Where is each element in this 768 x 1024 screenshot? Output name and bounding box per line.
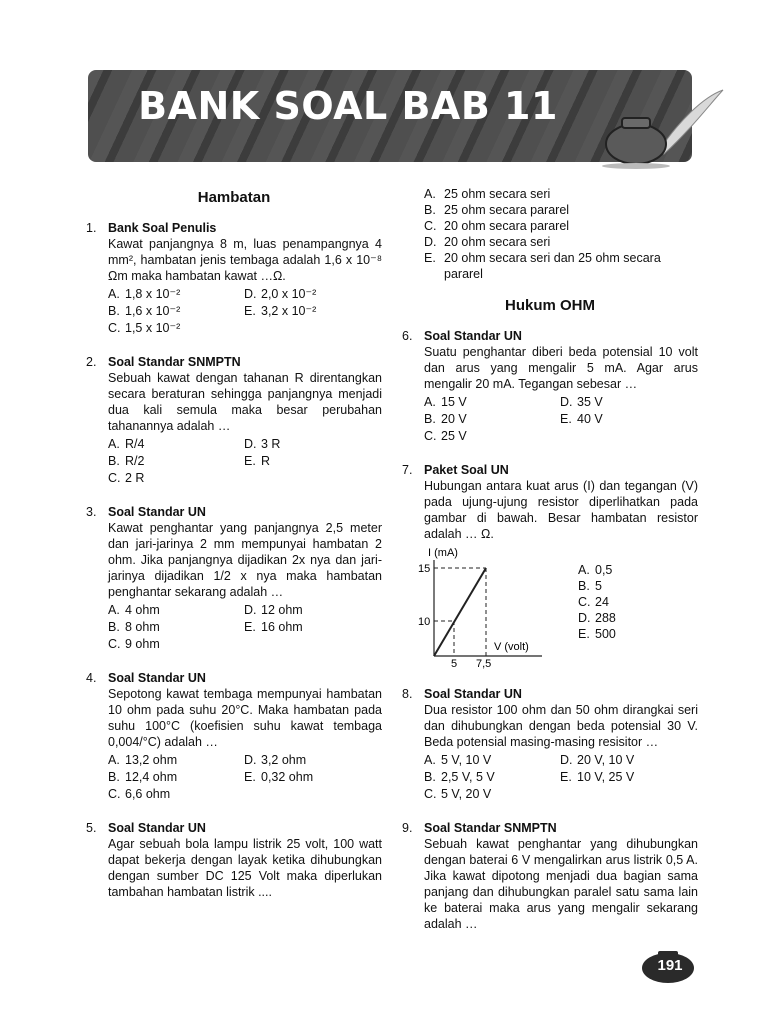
question-source: Soal Standar UN — [424, 329, 522, 343]
question-8 — [402, 686, 698, 802]
question-number: 6. — [402, 329, 413, 343]
question-source: Soal Standar UN — [108, 505, 206, 519]
question-number: 4. — [86, 671, 97, 685]
option-d: D. 3 R — [244, 437, 281, 451]
option-e: E. 0,32 ohm — [244, 770, 314, 784]
option-e: E. 40 V — [560, 412, 603, 426]
option-a: A. 5 V, 10 V — [424, 753, 492, 767]
question-text: Kawat panjangnya 8 m, luas penampangnya 4 mm², hambatan jenis tembaga adalah 1,6 x 10⁻⁸ Ωm maka hambatan kawat …Ω. — [108, 237, 382, 283]
answer-options — [424, 394, 698, 444]
question-text: Suatu penghantar diberi beda potensial 10 volt dan arus yang mengalir 5 mA. Agar arus mengalir 20 mA. Tegangan sebesar … — [424, 345, 698, 391]
question-2 — [86, 354, 382, 486]
ink-pot-quill-icon — [598, 82, 728, 168]
question-number: 1. — [86, 221, 97, 235]
section-title-ohm: Hukum OHM — [505, 297, 595, 314]
y-tick-10: 10 — [418, 616, 431, 628]
question-6 — [402, 328, 698, 444]
question-source: Soal Standar SNMPTN — [108, 355, 241, 369]
option-e: E. 500 — [578, 627, 616, 641]
question-5-options — [402, 186, 698, 282]
left-column — [86, 190, 382, 918]
answer-options — [578, 562, 616, 668]
question-text: Agar sebuah bola lampu listrik 25 volt, 100 watt dapat bekerja dengan layak ketika dihubungkan dengan sumber DC 125 Volt maka diperlukan tambahan hambatan listrik .... — [108, 837, 382, 899]
option-a: A. R/4 — [108, 437, 145, 451]
question-text: Sepotong kawat tembaga mempunyai hambatan 10 ohm pada suhu 20°C. Maka hambatan pada suhu 100°C (koefisien suhu kawat tembaga 0,004/°C) adalah … — [108, 687, 382, 749]
question-text: Hubungan antara kuat arus (I) dan tegangan (V) pada ujung-ujung resistor diperlihatkan pada gambar di bawah. Besar hambatan resistor adalah … Ω. — [424, 479, 698, 541]
y-tick-15: 15 — [418, 563, 431, 575]
question-1 — [86, 220, 382, 336]
answer-options — [108, 436, 382, 486]
question-source: Soal Standar UN — [108, 821, 206, 835]
option-c: C. 25 V — [424, 429, 467, 443]
option-c: C. 24 — [578, 595, 609, 609]
option-e: E. 20 ohm secara seri dan 25 ohm secara pararel — [424, 251, 661, 281]
question-number: 7. — [402, 463, 413, 477]
option-b: B. 8 ohm — [108, 620, 160, 634]
question-5 — [86, 820, 382, 900]
y-axis-label: I (mA) — [428, 547, 458, 559]
iv-graph — [418, 546, 564, 670]
option-b: B. 5 — [578, 579, 602, 593]
option-c: C. 20 ohm secara pararel — [424, 219, 570, 233]
option-a: A. 13,2 ohm — [108, 753, 178, 767]
option-c: C. 5 V, 20 V — [424, 787, 492, 801]
option-c: C. 1,5 x 10⁻² — [108, 321, 181, 335]
option-a: A. 25 ohm secara seri — [424, 187, 551, 201]
question-text: Dua resistor 100 ohm dan 50 ohm dirangkai seri dan dihubungkan dengan beda potensial 30 V. Beda potensial masing-masing resisitor … — [424, 703, 698, 749]
x-tick-5: 5 — [451, 658, 458, 670]
option-e: E. 10 V, 25 V — [560, 770, 635, 784]
question-number: 3. — [86, 505, 97, 519]
option-a: A. 0,5 — [578, 563, 613, 577]
option-d: D. 20 V, 10 V — [560, 753, 635, 767]
option-b: B. 25 ohm secara pararel — [424, 203, 570, 217]
question-source: Soal Standar UN — [424, 687, 522, 701]
question-text: Kawat penghantar yang panjangnya 2,5 meter dan jari-jarinya 2 mm mempunyai hambatan 2 ohm. Jika panjangnya dijadikan 2x nya dan jari-jarinya dijadikan 1/2 x nya maka hambatan penghantar sekarang adalah … — [108, 521, 382, 599]
question-3 — [86, 504, 382, 652]
option-d: D. 12 ohm — [244, 603, 303, 617]
question-9 — [402, 820, 698, 932]
option-e: E. R — [244, 454, 271, 468]
option-c: C. 6,6 ohm — [108, 787, 171, 801]
option-b: B. 1,6 x 10⁻² — [108, 304, 181, 318]
option-b: B. 12,4 ohm — [108, 770, 178, 784]
question-4 — [86, 670, 382, 802]
question-number: 8. — [402, 687, 413, 701]
x-axis-label: V (volt) — [494, 641, 529, 653]
right-column — [402, 186, 698, 950]
question-text: Sebuah kawat dengan tahanan R direntangkan secara beraturan sehingga panjangnya menjadi dua kali semula maka besar perubahan tahanannya adalah … — [108, 371, 382, 433]
graph-row — [418, 546, 698, 670]
question-number: 2. — [86, 355, 97, 369]
question-7 — [402, 462, 698, 668]
answer-options — [108, 286, 382, 336]
option-a: A. 4 ohm — [108, 603, 160, 617]
option-c: C. 2 R — [108, 471, 145, 485]
option-a: A. 1,8 x 10⁻² — [108, 287, 181, 301]
question-number: 5. — [86, 821, 97, 835]
x-tick-75: 7,5 — [476, 658, 492, 670]
option-b: B. 2,5 V, 5 V — [424, 770, 495, 784]
iv-line — [434, 568, 486, 656]
question-number: 9. — [402, 821, 413, 835]
option-d: D. 35 V — [560, 395, 603, 409]
option-b: B. 20 V — [424, 412, 467, 426]
page-number: 191 — [657, 957, 683, 974]
answer-options — [108, 602, 382, 652]
question-text: Sebuah kawat penghantar yang dihubungkan dengan baterai 6 V mengalirkan arus listrik 0,5 A. Jika kawat dipotong menjadi dua bagian sama panjang dan dihubungkan paralel satu sama lain ke baterai maka arus yang mengalir sekarang adalah … — [424, 837, 698, 931]
answer-options — [424, 752, 698, 802]
option-e: E. 3,2 x 10⁻² — [244, 304, 317, 318]
option-d: D. 20 ohm secara seri — [424, 235, 551, 249]
question-source: Soal Standar SNMPTN — [424, 821, 557, 835]
option-d: D. 3,2 ohm — [244, 753, 307, 767]
question-source: Soal Standar UN — [108, 671, 206, 685]
option-d: D. 2,0 x 10⁻² — [244, 287, 317, 301]
question-source: Paket Soal UN — [424, 463, 509, 477]
answer-options — [108, 752, 382, 802]
question-source: Bank Soal Penulis — [108, 221, 217, 235]
option-b: B. R/2 — [108, 454, 145, 468]
option-d: D. 288 — [578, 611, 616, 625]
option-a: A. 15 V — [424, 395, 467, 409]
section-title-hambatan: Hambatan — [197, 189, 271, 206]
option-e: E. 16 ohm — [244, 620, 303, 634]
page-title: BANK SOAL BAB 11 — [138, 84, 558, 128]
option-c: C. 9 ohm — [108, 637, 160, 651]
